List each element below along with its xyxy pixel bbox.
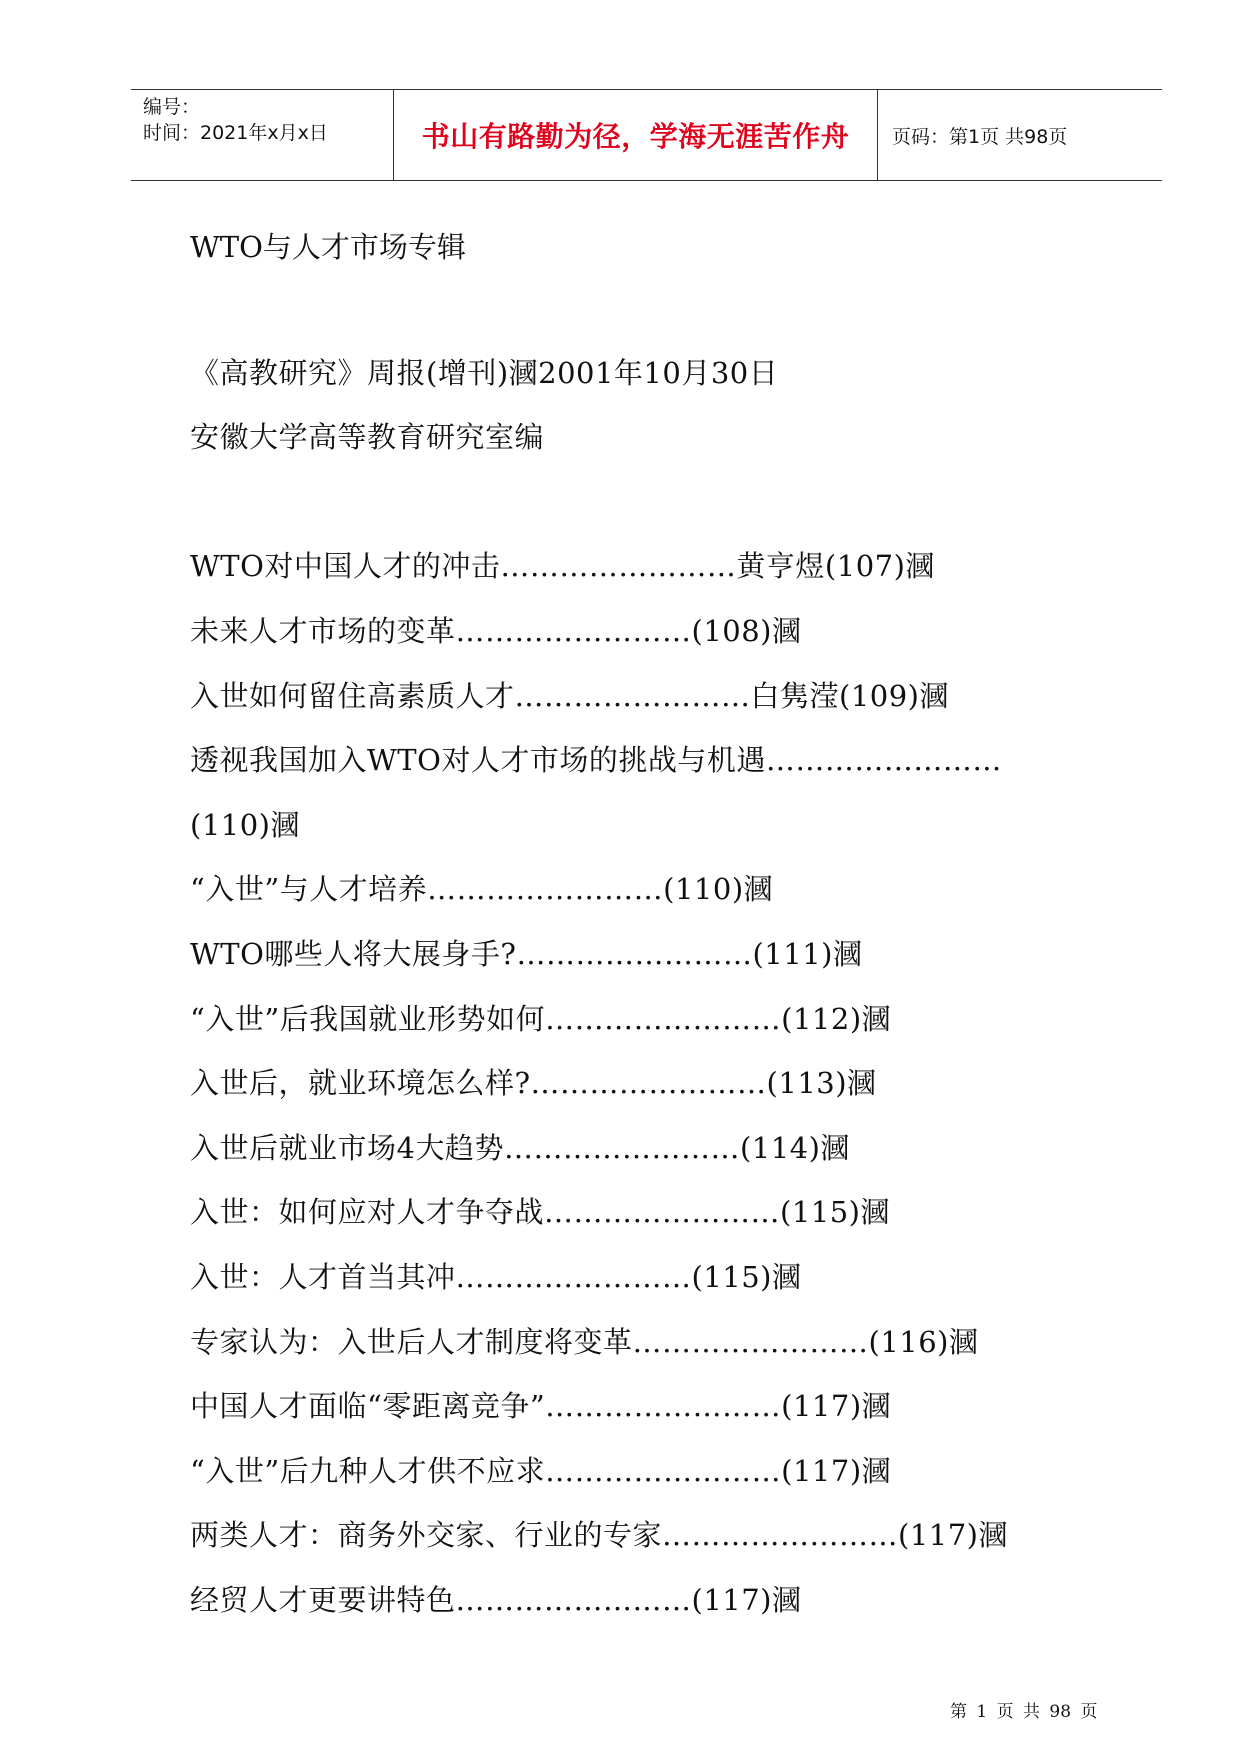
toc-entry: 中国人才面临“零距离竞争”……………………(117)漍 (190, 1389, 892, 1424)
toc-entry: 经贸人才更要讲特色……………………(117)漍 (190, 1582, 802, 1617)
spacer (190, 276, 1110, 341)
toc-entry: 未来人才市场的变革……………………(108)漍 (190, 613, 802, 648)
toc-entry: 专家认为：入世后人才制度将变革……………………(116)漍 (190, 1324, 979, 1359)
header-meta (131, 90, 393, 180)
document-body (190, 218, 1110, 1632)
document-title: WTO与人才市场专辑 (190, 230, 466, 264)
header-page-info-cell (878, 90, 1162, 180)
header-motto-cell (393, 90, 878, 180)
toc-entry: 两类人才：商务外交家、行业的专家……………………(117)漍 (190, 1518, 1008, 1553)
toc-entry: WTO对中国人才的冲击……………………黄亨煜(107)漍 (190, 549, 935, 584)
toc-entry: “入世”后九种人才供不应求……………………(117)漍 (190, 1453, 892, 1488)
page-info: 页码：第1页 共98页 (892, 125, 1068, 148)
toc-entry: 入世：如何应对人才争夺战……………………(115)漍 (190, 1195, 890, 1230)
toc-entry: 入世：人才首当其冲……………………(115)漍 (190, 1259, 802, 1294)
toc-entry: (110)漍 (190, 807, 300, 842)
page-header (131, 89, 1162, 181)
time-label: 时间：2021年x月x日 (143, 122, 328, 144)
toc-entry: 入世如何留住高素质人才……………………白隽滢(109)漍 (190, 678, 949, 713)
table-of-contents (190, 534, 1110, 1632)
spacer (190, 470, 1110, 535)
source-line: 《高教研究》周报(增刊)漍2001年10月30日 (190, 355, 779, 390)
editor-line: 安徽大学高等教育研究室编 (190, 420, 545, 455)
toc-entry: “入世”与人才培养……………………(110)漍 (190, 872, 774, 907)
toc-entry: WTO哪些人将大展身手?……………………(111)漍 (190, 936, 863, 971)
number-label: 编号： (143, 96, 201, 118)
toc-entry: 入世后就业市场4大趋势……………………(114)漍 (190, 1130, 850, 1165)
page-footer: 第 1 页 共 98 页 (950, 1702, 1098, 1722)
toc-entry: “入世”后我国就业形势如何……………………(112)漍 (190, 1001, 892, 1036)
motto: 书山有路勤为径，学海无涯苦作舟 (421, 120, 850, 153)
toc-entry: 透视我国加入WTO对人才市场的挑战与机遇…………………… (190, 743, 1002, 778)
toc-entry: 入世后，就业环境怎么样?……………………(113)漍 (190, 1066, 877, 1101)
